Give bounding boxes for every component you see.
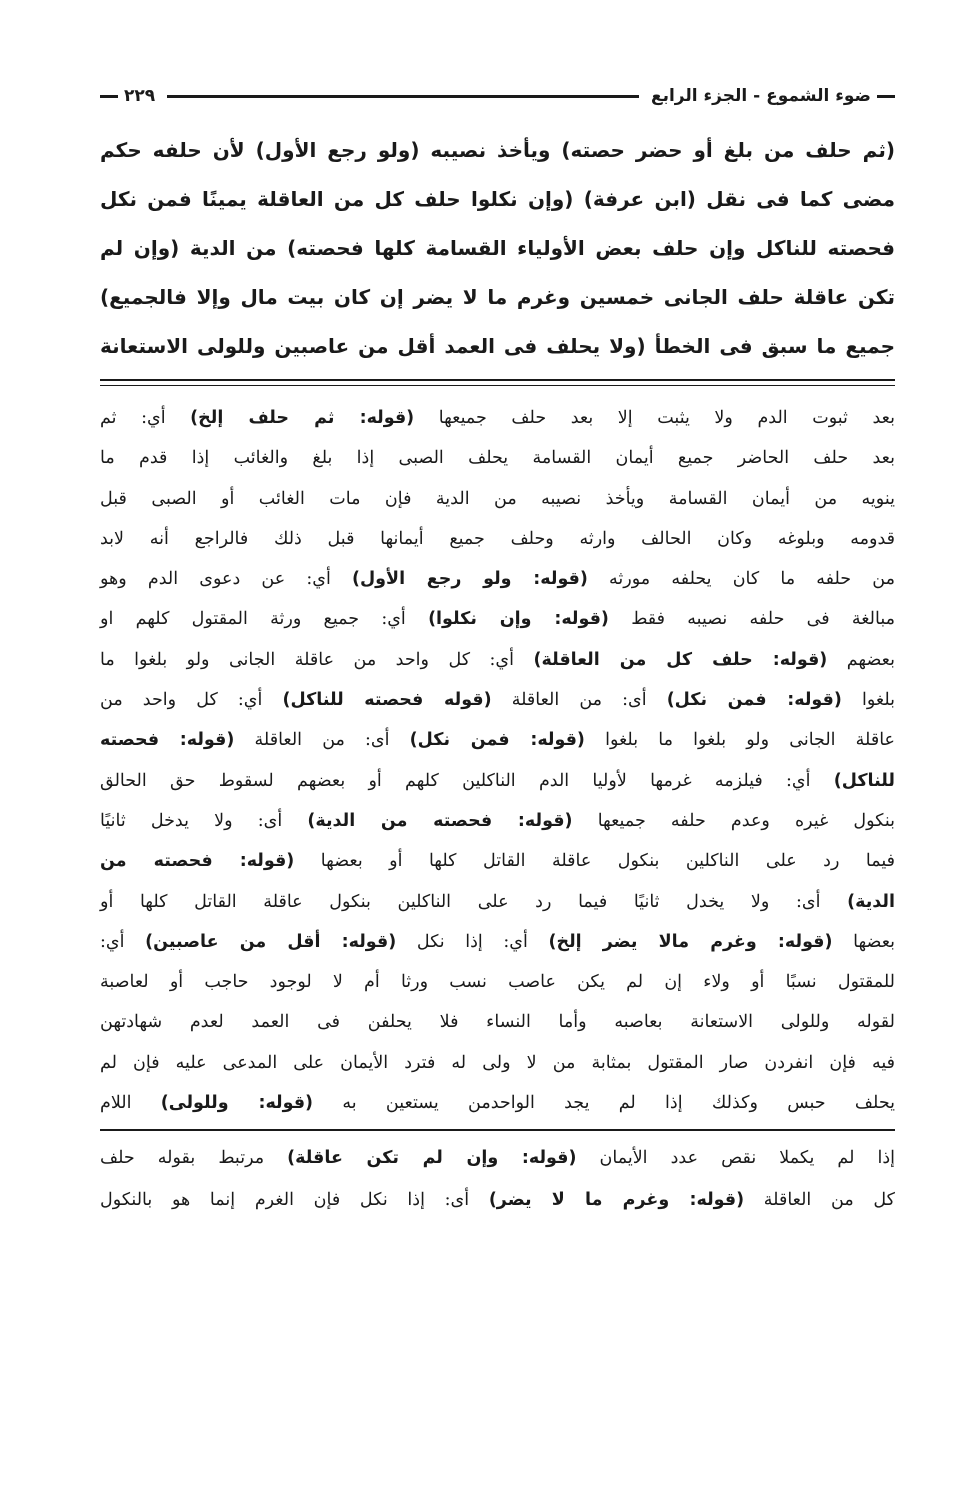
text-run: بعد حلف الحاضر جميع أيمان القسامة يحلف الصبى إذا بلغ والغائب إذا قدم ما [100, 448, 895, 469]
quoted-lemma: (قوله: وغرم ما لا يضر) [488, 1190, 745, 1211]
text-run: إذا لم يكملا نقص عدد الأيمان [576, 1148, 895, 1169]
text-run: لقوله وللولى الاستعانة بعاصبه وأما النساء فلا يحلفن فى العمد لعدم شهادتهن [100, 1012, 895, 1033]
text-run: ينويه من أيمان القسامة ويأخذ نصيبه من الدية فإن مات الغائب أو الصبى قبل [100, 488, 895, 509]
quoted-lemma: (قوله: فحصته من [100, 851, 295, 872]
text-run: بلغوا [841, 690, 895, 711]
quoted-lemma: (قوله: فمن نكل) [409, 730, 585, 751]
quoted-lemma: (قوله: فحصته [100, 730, 235, 751]
commentary-line [100, 1043, 895, 1083]
text-run: بعد ثبوت الدم ولا يثبت إلا بعد حلف جميعها [414, 408, 895, 428]
text-run: أي: إذا نكل [396, 931, 549, 952]
commentary-line [100, 922, 895, 962]
commentary-line [100, 720, 895, 760]
quoted-lemma: الدية) [847, 891, 895, 912]
text-run: يحلف حبس وكذلك إذا لم يجد الواحدمن يستعين به [313, 1093, 895, 1114]
text-run: مبالغة فى حلفه نصيبه فقط [608, 609, 896, 630]
text-run: بعضهم [827, 649, 895, 670]
main-text-line: تكن عاقلة حلف الجانى خمسين وغرم ما لا يضر إن كان بيت مال وإلا فالجميع) [100, 285, 895, 309]
text-run: أي: فيلزمه غرمها لأوليا الدم الناكلين كلهم أو بعضهم لسقوط حق الحالق [100, 770, 834, 791]
text-run: قدومه وبلوغه وكان الحالف وارثه وحلف جميع أيمانها قبل ذلك فالراجع أنه لابد [100, 528, 895, 549]
commentary-line [100, 559, 895, 599]
text-run: مرتبط بقوله حلف [100, 1148, 288, 1169]
text-run: للمقتول نسبًا أو ولاء إن لم يكن عاصب نسب ورثا أم لا لوجود حاجب أو لعاصبة [100, 972, 895, 993]
quoted-lemma: (قوله: حلف كل من العاقلة) [533, 649, 828, 670]
main-text-line: (ثم حلف من بلغ أو حضر حصته) ويأخذ نصيبه (ولو رجع الأول) لأن حلفه حكم [100, 138, 895, 162]
text-run: أى: ولا يخدل ثانيًا فيما رد على الناكلين بنكول عاقلة القاتل كلها أو [100, 891, 848, 912]
text-run: بنكول غيره وعدم حلفه جميعها [572, 810, 895, 831]
footnote-divider [100, 1129, 895, 1131]
main-text-line: جميع ما سبق فى الخطأ (ولا يحلف فى العمد أقل من عاصبين وللولى الاستعانة [100, 334, 895, 358]
divider-thick [100, 379, 895, 381]
commentary-line [100, 680, 895, 720]
text-run: اللام [100, 1093, 161, 1114]
commentary-line [100, 398, 895, 438]
text-run: عاقلة الجانى ولو بلغوا ما بلغوا [584, 730, 895, 751]
commentary-line [100, 599, 895, 639]
commentary-line [100, 1083, 895, 1123]
text-run: أي: جميع ورثة المقتول كلهم او [100, 609, 429, 630]
text-run: أى: من العاقلة [234, 730, 410, 751]
text-run: أى: من العاقلة [491, 690, 667, 711]
main-text-line: مضى كما فى نقل (ابن عرفة) (وإن نكلوا حلف كل من العاقلة يمينًا فمن نكل [100, 187, 895, 211]
text-run: من حلفه ما كان يحلفه مورثه [587, 569, 895, 590]
main-text-line: فحصته للناكل وإن حلف بعض الأولياء القسامة كلها فحصته) من الدية (وإن لم [100, 236, 895, 260]
quoted-lemma: (قوله فحصته للناكل) [282, 690, 492, 711]
page-number: ٢٢٩ [124, 86, 156, 106]
quoted-lemma: (قوله: وللولى) [160, 1093, 314, 1114]
header-rule [167, 95, 639, 98]
header-dash-left [100, 95, 118, 98]
text-run: أي: [100, 931, 146, 952]
quoted-lemma: (قوله: وإن نكلوا) [428, 609, 609, 630]
quoted-lemma: (قوله: ولو رجع الأول) [352, 569, 588, 590]
quoted-lemma: (قوله: ثم حلف إلخ) [190, 408, 415, 428]
quoted-lemma: (قوله: وإن لم تكن عاقلة) [287, 1148, 577, 1169]
quoted-lemma: (قوله: فمن نكل) [666, 690, 842, 711]
commentary-line [100, 962, 895, 1002]
footnote-line [100, 1179, 895, 1221]
document-page [100, 78, 895, 1221]
commentary-line [100, 882, 895, 922]
footnote-line [100, 1137, 895, 1179]
quoted-lemma: (قوله: وغرم مالا يضر إلخ) [548, 931, 833, 952]
footnote-text [100, 1137, 895, 1221]
commentary-line [100, 841, 895, 881]
text-run: أى: إذا نكل فإن الغرم إنما هو بالنكول [100, 1190, 489, 1211]
text-run: كل من العاقلة [744, 1190, 895, 1211]
text-run: فيه فإن انفردن صار المقتول بمثابة من لا ولى له فترد الأيمان على المدعى عليه فإن لم [100, 1052, 895, 1073]
text-run: أي: كل واحد من [100, 690, 283, 711]
text-run: فيما رد على الناكلين بنكول عاقلة القاتل كلها أو بعضها [294, 851, 896, 872]
commentary-line [100, 438, 895, 478]
main-text [100, 126, 895, 371]
running-header [100, 78, 895, 114]
text-run: بعضها [832, 931, 896, 952]
text-run: أي: عن دعوى الدم وهو [100, 569, 352, 590]
header-dash-right [877, 95, 895, 98]
commentary-line [100, 519, 895, 559]
text-run: أي: ثم [100, 408, 191, 428]
divider-thin [100, 385, 895, 386]
commentary-line [100, 479, 895, 519]
quoted-lemma: للناكل) [833, 770, 895, 791]
quoted-lemma: (قوله: فحصته من الدية) [307, 810, 573, 831]
book-title: ضوء الشموع - الجزء الرابع [650, 86, 871, 106]
text-run: أى: ولا يدخل ثانيًا [100, 810, 308, 831]
commentary-line [100, 640, 895, 680]
commentary-line [100, 761, 895, 801]
quoted-lemma: (قوله: أقل من عاصبين) [145, 931, 397, 952]
text-run: أي: كل واحد من عاقلة الجانى ولو بلغوا ما [100, 649, 534, 670]
section-divider [100, 379, 895, 386]
commentary-text [100, 398, 895, 1123]
commentary-line [100, 801, 895, 841]
commentary-line [100, 1002, 895, 1042]
